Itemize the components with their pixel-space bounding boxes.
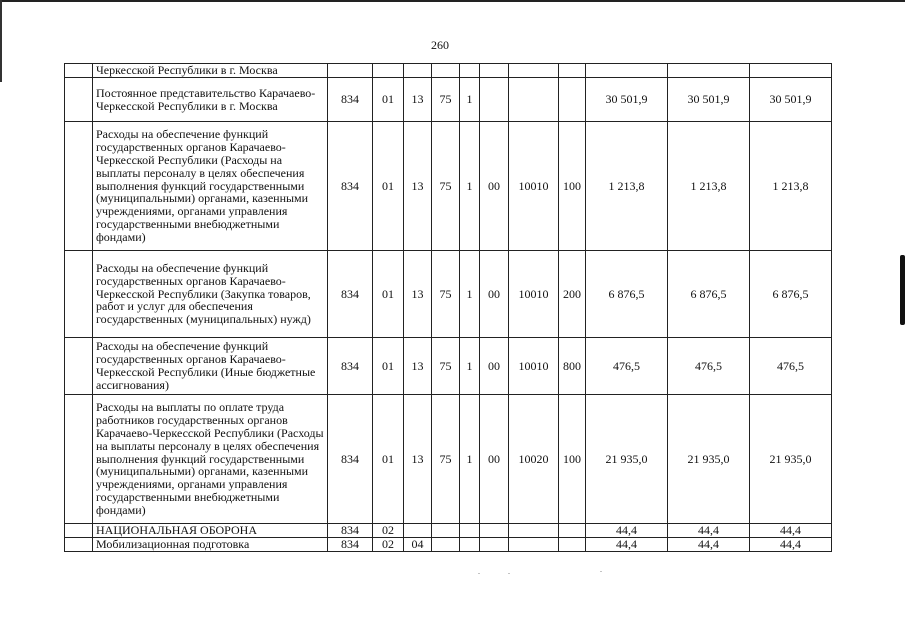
expense-type-cell: 100	[559, 395, 586, 524]
main-activity-cell	[480, 64, 509, 78]
ved-code-cell: 834	[328, 524, 373, 538]
subsection-cell	[404, 524, 432, 538]
row-number-cell	[65, 251, 93, 338]
subprogram-cell	[460, 64, 480, 78]
expense-type-cell: 800	[559, 338, 586, 395]
year-2-cell: 1 213,8	[668, 122, 750, 251]
expense-type-cell	[559, 78, 586, 122]
row-number-cell	[65, 122, 93, 251]
main-activity-cell: 00	[480, 122, 509, 251]
section-cell: 01	[373, 338, 404, 395]
budget-table	[64, 63, 832, 552]
subprogram-cell: 1	[460, 122, 480, 251]
year-2-cell: 6 876,5	[668, 251, 750, 338]
row-number-cell	[65, 338, 93, 395]
target-program-cell: 75	[432, 395, 460, 524]
year-2-cell: 476,5	[668, 338, 750, 395]
scan-top-edge	[0, 0, 905, 2]
direction-cell	[509, 78, 559, 122]
subprogram-cell	[460, 538, 480, 552]
expense-type-cell	[559, 524, 586, 538]
year-2-cell: 21 935,0	[668, 395, 750, 524]
table-row	[65, 78, 832, 122]
table-row	[65, 538, 832, 552]
year-2-cell: 44,4	[668, 524, 750, 538]
row-number-cell	[65, 78, 93, 122]
subsection-cell: 13	[404, 122, 432, 251]
row-number-cell	[65, 524, 93, 538]
target-program-cell: 75	[432, 251, 460, 338]
expense-name-cell: Расходы на выплаты по оплате труда работников государственных органов Карачаево-Черкесской Республики (Расходы на выплаты персоналу в целях обеспечения выполнения функций государственными (муниципальными) органами, казенными учреждениями, органами управления государственными внебюджетными фондами)	[93, 395, 328, 524]
year-3-cell: 6 876,5	[750, 251, 832, 338]
section-cell: 01	[373, 122, 404, 251]
expense-type-cell	[559, 64, 586, 78]
target-program-cell	[432, 64, 460, 78]
target-program-cell: 75	[432, 78, 460, 122]
section-cell: 02	[373, 538, 404, 552]
year-2-cell: 44,4	[668, 538, 750, 552]
target-program-cell	[432, 538, 460, 552]
direction-cell	[509, 64, 559, 78]
subprogram-cell	[460, 524, 480, 538]
section-cell: 01	[373, 251, 404, 338]
subprogram-cell: 1	[460, 395, 480, 524]
section-cell	[373, 64, 404, 78]
expense-name-cell: Расходы на обеспечение функций государственных органов Карачаево-Черкесской Республики (Расходы на выплаты персоналу в целях обеспечения выполнения функций государственными (муниципальными) органами, казенными учреждениями, органами управления государственными внебюджетными фондами)	[93, 122, 328, 251]
year-3-cell: 1 213,8	[750, 122, 832, 251]
table-row	[65, 338, 832, 395]
year-3-cell	[750, 64, 832, 78]
expense-name-cell: НАЦИОНАЛЬНАЯ ОБОРОНА	[93, 524, 328, 538]
section-cell: 02	[373, 524, 404, 538]
ved-code-cell: 834	[328, 251, 373, 338]
table-row	[65, 251, 832, 338]
ved-code-cell: 834	[328, 338, 373, 395]
expense-name-cell: Мобилизационная подготовка	[93, 538, 328, 552]
subsection-cell	[404, 64, 432, 78]
year-2-cell: 30 501,9	[668, 78, 750, 122]
table-row	[65, 122, 832, 251]
expense-name-cell: Расходы на обеспечение функций государственных органов Карачаево-Черкесской Республики (Иные бюджетные ассигнования)	[93, 338, 328, 395]
year-2-cell	[668, 64, 750, 78]
ved-code-cell: 834	[328, 122, 373, 251]
direction-cell	[509, 524, 559, 538]
direction-cell: 10010	[509, 251, 559, 338]
subsection-cell: 13	[404, 338, 432, 395]
table-row	[65, 524, 832, 538]
expense-name-cell: Черкесской Республики в г. Москва	[93, 64, 328, 78]
year-1-cell: 1 213,8	[586, 122, 668, 251]
main-activity-cell	[480, 538, 509, 552]
main-activity-cell: 00	[480, 395, 509, 524]
table-row	[65, 395, 832, 524]
year-1-cell: 44,4	[586, 538, 668, 552]
ved-code-cell: 834	[328, 78, 373, 122]
direction-cell	[509, 538, 559, 552]
main-activity-cell: 00	[480, 251, 509, 338]
year-3-cell: 44,4	[750, 538, 832, 552]
target-program-cell: 75	[432, 122, 460, 251]
target-program-cell	[432, 524, 460, 538]
year-3-cell: 30 501,9	[750, 78, 832, 122]
year-3-cell: 21 935,0	[750, 395, 832, 524]
row-number-cell	[65, 395, 93, 524]
row-number-cell	[65, 538, 93, 552]
year-3-cell: 476,5	[750, 338, 832, 395]
subprogram-cell: 1	[460, 251, 480, 338]
target-program-cell: 75	[432, 338, 460, 395]
page-number: 260	[431, 38, 449, 52]
table-row	[65, 64, 832, 78]
row-number-cell	[65, 64, 93, 78]
year-1-cell: 30 501,9	[586, 78, 668, 122]
direction-cell: 10010	[509, 338, 559, 395]
expense-type-cell: 200	[559, 251, 586, 338]
expense-type-cell	[559, 538, 586, 552]
year-1-cell: 44,4	[586, 524, 668, 538]
year-1-cell: 21 935,0	[586, 395, 668, 524]
direction-cell: 10020	[509, 395, 559, 524]
scan-speck: .	[600, 565, 602, 574]
year-1-cell	[586, 64, 668, 78]
scan-binding-mark	[900, 255, 905, 325]
subsection-cell: 13	[404, 78, 432, 122]
section-cell: 01	[373, 78, 404, 122]
ved-code-cell: 834	[328, 538, 373, 552]
year-1-cell: 476,5	[586, 338, 668, 395]
main-activity-cell: 00	[480, 338, 509, 395]
year-1-cell: 6 876,5	[586, 251, 668, 338]
ved-code-cell	[328, 64, 373, 78]
expense-type-cell: 100	[559, 122, 586, 251]
subprogram-cell: 1	[460, 78, 480, 122]
scan-speck: .	[478, 567, 480, 576]
section-cell: 01	[373, 395, 404, 524]
subprogram-cell: 1	[460, 338, 480, 395]
ved-code-cell: 834	[328, 395, 373, 524]
subsection-cell: 13	[404, 395, 432, 524]
subsection-cell: 13	[404, 251, 432, 338]
subsection-cell: 04	[404, 538, 432, 552]
year-3-cell: 44,4	[750, 524, 832, 538]
expense-name-cell: Постоянное представительство Карачаево-Черкесской Республики в г. Москва	[93, 78, 328, 122]
main-activity-cell	[480, 524, 509, 538]
main-activity-cell	[480, 78, 509, 122]
scan-speck: .	[508, 567, 510, 576]
direction-cell: 10010	[509, 122, 559, 251]
expense-name-cell: Расходы на обеспечение функций государственных органов Карачаево-Черкесской Республики (Закупка товаров, работ и услуг для обеспечения государственных (муниципальных) нужд)	[93, 251, 328, 338]
